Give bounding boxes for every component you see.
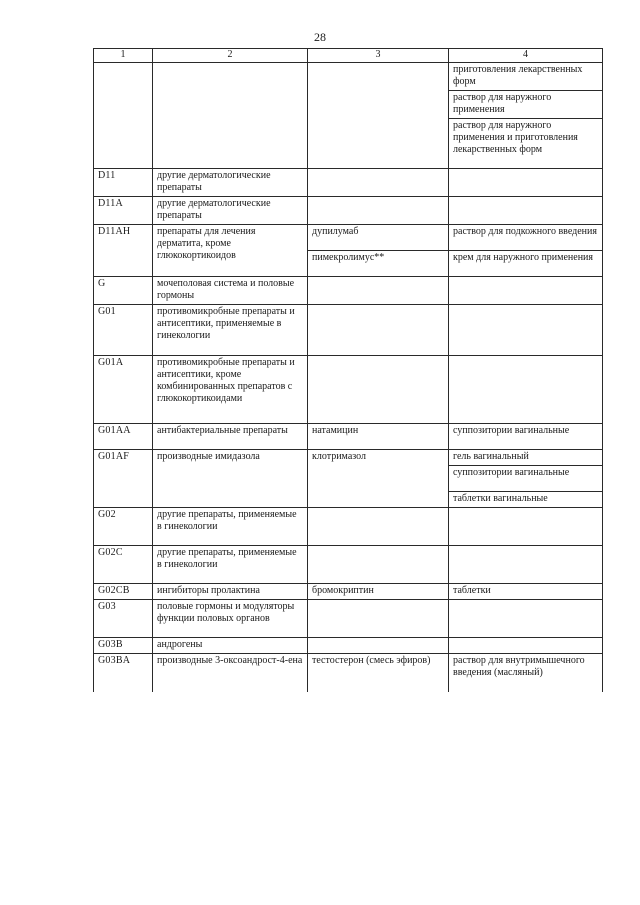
atc-code-cell: G01AA [94, 424, 153, 450]
atc-code-cell: D11A [94, 197, 153, 225]
group-name-cell: производные 3-оксоандрост-4-ена [153, 654, 308, 692]
group-name-cell: другие препараты, применяемые в гинекологии [153, 508, 308, 546]
dosage-form-cell: суппозитории вагинальные [449, 466, 603, 492]
dosage-form-cell: приготовления лекарственных форм [449, 63, 603, 91]
dosage-form-cell [449, 508, 603, 546]
drug-name-cell [308, 305, 449, 356]
drug-name-cell: пимекролимус** [308, 251, 449, 277]
group-name-cell: мочеполовая система и половые гормоны [153, 277, 308, 305]
column-number-3: 3 [308, 49, 449, 63]
dosage-form-cell [449, 600, 603, 638]
table-row [94, 654, 603, 692]
group-name-cell: половые гормоны и модуляторы функции половых органов [153, 600, 308, 638]
table-row [94, 277, 603, 305]
table-row [94, 546, 603, 584]
table-row [94, 305, 603, 356]
atc-code-cell: G03 [94, 600, 153, 638]
drug-name-cell: бромокриптин [308, 584, 449, 600]
atc-code-cell: G02C [94, 546, 153, 584]
table-row [94, 600, 603, 638]
drug-name-cell [308, 508, 449, 546]
column-number-row [94, 49, 603, 63]
dosage-form-cell [449, 638, 603, 654]
drug-name-cell: клотримазол [308, 450, 449, 508]
atc-code-cell: G01AF [94, 450, 153, 508]
drug-name-cell [308, 546, 449, 584]
table-row [94, 584, 603, 600]
group-name-cell: противомикробные препараты и антисептики, применяемые в гинекологии [153, 305, 308, 356]
column-number-2: 2 [153, 49, 308, 63]
drug-name-cell: тестостерон (смесь эфиров) [308, 654, 449, 692]
drug-name-cell [308, 600, 449, 638]
drug-name-cell [308, 638, 449, 654]
atc-code-cell: G01 [94, 305, 153, 356]
dosage-form-cell: таблетки [449, 584, 603, 600]
table-row [94, 197, 603, 225]
table-row [94, 508, 603, 546]
group-name-cell [153, 63, 308, 169]
dosage-form-cell [449, 197, 603, 225]
dosage-form-cell: суппозитории вагинальные [449, 424, 603, 450]
table-row [94, 450, 603, 466]
table-row [94, 424, 603, 450]
atc-code-cell: G01A [94, 356, 153, 424]
dosage-form-cell [449, 356, 603, 424]
atc-code-cell: G03B [94, 638, 153, 654]
group-name-cell: другие дерматологические препараты [153, 169, 308, 197]
group-name-cell: препараты для лечения дерматита, кроме глюкокортикоидов [153, 225, 308, 277]
group-name-cell: производные имидазола [153, 450, 308, 508]
drug-name-cell [308, 169, 449, 197]
dosage-form-cell: гель вагинальный [449, 450, 603, 466]
dosage-form-cell [449, 169, 603, 197]
atc-code-cell: G02 [94, 508, 153, 546]
drug-classification-table [93, 48, 603, 692]
dosage-form-cell: раствор для наружного применения [449, 91, 603, 119]
dosage-form-cell [449, 546, 603, 584]
atc-code-cell: D11 [94, 169, 153, 197]
atc-code-cell: G [94, 277, 153, 305]
group-name-cell: другие дерматологические препараты [153, 197, 308, 225]
atc-code-cell: G03BA [94, 654, 153, 692]
drug-name-cell: дупилумаб [308, 225, 449, 251]
dosage-form-cell: крем для наружного применения [449, 251, 603, 277]
table-row [94, 356, 603, 424]
table-row [94, 225, 603, 251]
page-number: 28 [314, 30, 326, 44]
drug-name-cell [308, 277, 449, 305]
dosage-form-cell [449, 277, 603, 305]
atc-code-cell [94, 63, 153, 169]
dosage-form-cell: таблетки вагинальные [449, 492, 603, 508]
drug-name-cell [308, 197, 449, 225]
group-name-cell: ингибиторы пролактина [153, 584, 308, 600]
dosage-form-cell [449, 305, 603, 356]
table-row [94, 63, 603, 91]
dosage-form-cell: раствор для наружного применения и приготовления лекарственных форм [449, 119, 603, 169]
group-name-cell: андрогены [153, 638, 308, 654]
atc-code-cell: G02CB [94, 584, 153, 600]
table-row [94, 638, 603, 654]
drug-name-cell: натамицин [308, 424, 449, 450]
dosage-form-cell: раствор для внутримышечного введения (масляный) [449, 654, 603, 692]
column-number-4: 4 [449, 49, 603, 63]
atc-code-cell: D11AH [94, 225, 153, 277]
drug-name-cell [308, 356, 449, 424]
table-row [94, 169, 603, 197]
group-name-cell: другие препараты, применяемые в гинекологии [153, 546, 308, 584]
group-name-cell: антибактериальные препараты [153, 424, 308, 450]
group-name-cell: противомикробные препараты и антисептики, кроме комбинированных препаратов с глюкокортикоидами [153, 356, 308, 424]
column-number-1: 1 [94, 49, 153, 63]
drug-name-cell [308, 63, 449, 169]
dosage-form-cell: раствор для подкожного введения [449, 225, 603, 251]
